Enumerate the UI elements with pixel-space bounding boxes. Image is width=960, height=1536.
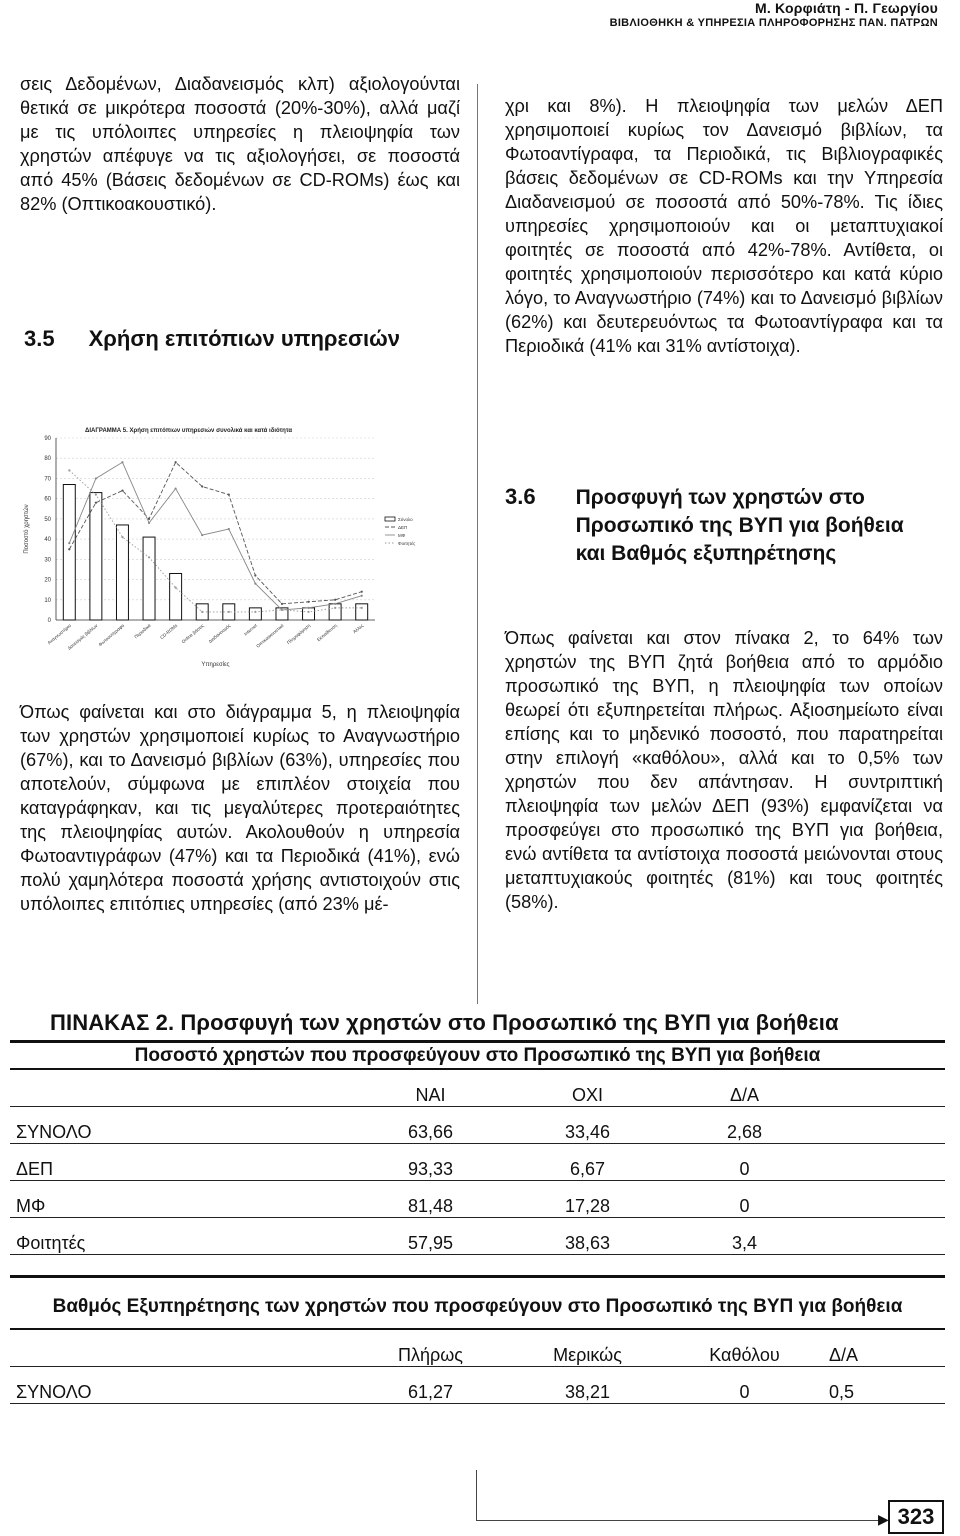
table-cell: 0,5 — [823, 1367, 945, 1404]
x-axis-label: Υπηρεσίες — [201, 662, 230, 668]
table-cell: 38,63 — [509, 1218, 666, 1255]
data-point — [121, 489, 123, 491]
data-point — [281, 609, 283, 611]
x-tick-label: Αναγνωστήριο — [46, 622, 72, 646]
x-tick-label: Περιοδικά — [133, 622, 152, 640]
table-cell: 33,46 — [509, 1107, 666, 1144]
y-tick-label: 20 — [44, 577, 51, 584]
table-header-cell: Δ/Α — [823, 1329, 945, 1367]
left-column-bottom-text — [20, 700, 460, 916]
legend-swatch — [385, 517, 395, 521]
data-point — [281, 603, 283, 605]
section-heading-3-5 — [24, 326, 400, 352]
bar — [90, 493, 102, 620]
table-cell: 6,67 — [509, 1144, 666, 1181]
data-point — [334, 603, 336, 605]
x-tick-label: Δανεισμός βιβλίων — [66, 622, 99, 651]
data-point — [254, 583, 256, 585]
y-tick-label: 90 — [44, 436, 51, 442]
data-point — [361, 607, 363, 609]
series-line — [69, 462, 361, 610]
table-spacer-cell — [823, 1181, 945, 1218]
table-2 — [10, 1010, 945, 1404]
bar — [170, 573, 182, 620]
data-point — [95, 502, 97, 504]
data-point — [254, 574, 256, 576]
table-cell: 2,68 — [666, 1107, 823, 1144]
data-point — [307, 607, 309, 609]
data-point — [201, 485, 203, 487]
bar — [143, 537, 155, 620]
data-point — [121, 536, 123, 538]
x-tick-label: Φωτοαντίγραφα — [97, 622, 126, 648]
left-column-top-text — [20, 72, 460, 216]
chart-svg — [20, 420, 475, 690]
paragraph: σεις Δεδομένων, Διαδανεισμός κλπ) αξιολογούνται θετικά σε μικρότερα ποσοστά (20%-30%), αλλά μαζί με τις υπόλοιπες υπηρεσίες η πλειοψηφία των χρηστών απέφυγε να τις αξιολογήσει, σε ποσοστά από 45% (Βάσεις δεδομένων σε CD-ROMs) έως και 82% (Οπτικοακουστικό). — [20, 74, 460, 214]
table-header-cell — [10, 1070, 352, 1107]
bar — [303, 608, 315, 620]
x-tick-label: Άλλες — [352, 622, 365, 635]
series-line — [69, 462, 361, 604]
data-point — [228, 528, 230, 530]
table-cell: 17,28 — [509, 1181, 666, 1218]
page-frame-line — [476, 1470, 477, 1520]
x-tick-label: Εκπαίδευση — [316, 622, 338, 643]
table-spacer-cell — [823, 1218, 945, 1255]
data-point — [148, 518, 150, 520]
paragraph: Όπως φαίνεται και στο διάγραμμα 5, η πλειοψηφία των χρηστών χρησιμοποιεί κυρίως το Αναγνωστήριο (67%), και το Δανεισμό βιβλίων (63%), υπηρεσίες που αποτελούν, σύμφωνα με επιπλέον στοιχεία που καταγράφηκαν, και τις μεγαλύτερες προτεραιότητες της πλειοψηφίας αυτών. Ακολουθούν η υπηρεσία Φωτοαντιγράφων (47%) και τα Περιοδικά (41%), ενώ πολύ χαμηλότερα ποσοστά χρήσης αντιστοιχούν στις υπόλοιπες επιτόπιες υπηρεσίες (από 23% μέ- — [20, 702, 460, 914]
section-title: Προσφυγή των χρηστών στο Προσωπικό της ΒΥΠ για βοήθεια και Βαθμός εξυπηρέτησης — [575, 486, 904, 565]
column-divider — [477, 84, 478, 1004]
table-row — [10, 1367, 945, 1404]
section-title: Χρήση επιτόπιων υπηρεσιών — [88, 326, 400, 351]
table-service-level — [10, 1328, 945, 1404]
data-point — [228, 611, 230, 613]
row-label: ΜΦ — [10, 1181, 352, 1218]
table-header-row — [10, 1070, 945, 1107]
data-point — [121, 461, 123, 463]
table-header-cell: Πλήρως — [352, 1329, 509, 1367]
section-number: 3.5 — [24, 326, 55, 351]
right-column-bottom-text — [505, 626, 943, 914]
table-header-cell: Δ/Α — [666, 1070, 823, 1107]
header-library: ΒΙΒΛΙΟΘΗΚΗ & ΥΠΗΡΕΣΙΑ ΠΛΗΡΟΦΟΡΗΣΗΣ ΠΑΝ. ΠΑΤΡΩΝ — [609, 17, 938, 29]
data-point — [334, 599, 336, 601]
data-point — [148, 556, 150, 558]
table-cell: 0 — [666, 1144, 823, 1181]
chart-title: ΔΙΑΓΡΑΜΜΑ 5. Χρήση επιτόπιων υπηρεσιών συνολικά και κατά ιδιότητα — [85, 428, 293, 434]
data-point — [95, 494, 97, 496]
series-line — [69, 470, 361, 612]
paragraph: χρι και 8%). Η πλειοψηφία των μελών ΔΕΠ χρησιμοποιεί κυρίως τον Δανεισμό βιβλίων, τα Φωτοαντίγραφα, τα Περιοδικά, τις Βιβλιογραφικές βάσεις δεδομένων σε CD-ROMs και την Υπηρεσία Διαδανεισμού σε ποσοστά από 50%-78%. Τις ίδιες υπηρεσίες χρησιμοποιούν και οι μεταπτυχιακοί φοιτητές σε ποσοστά από 42%-78%. Αντίθετα, οι φοιτητές χρησιμοποιούν περισσότερο και κατά κύριο λόγο, το Αναγνωστήριο (74%) και το Δανεισμό βιβλίων (62%) και δευτερευόντως τα Φωτοαντίγραφα και τα Περιοδικά (41% και 31% αντίστοιχα). — [505, 96, 943, 356]
data-point — [175, 487, 177, 489]
y-tick-label: 70 — [44, 476, 51, 483]
table-cell: 93,33 — [352, 1144, 509, 1181]
data-point — [254, 611, 256, 613]
x-tick-label: Internet — [243, 622, 259, 637]
diagram-5-chart — [20, 420, 475, 690]
bar — [356, 604, 368, 620]
right-column-top-text — [505, 94, 943, 358]
data-point — [334, 607, 336, 609]
table-cell: 0 — [666, 1181, 823, 1218]
data-point — [175, 587, 177, 589]
y-tick-label: 50 — [44, 516, 51, 523]
y-tick-label: 60 — [44, 496, 51, 503]
y-tick-label: 80 — [44, 456, 51, 463]
table-usage — [10, 1070, 945, 1255]
table-caption: ΠΙΝΑΚΑΣ 2. Προσφυγή των χρηστών στο Προσωπικό της ΒΥΠ για βοήθεια — [50, 1010, 839, 1035]
table-header-row — [10, 1329, 945, 1367]
page-frame-line — [476, 1520, 886, 1521]
legend-label: ΜΦ — [398, 533, 406, 538]
legend-label: Φοιτητές — [398, 541, 416, 546]
y-tick-label: 0 — [47, 618, 51, 624]
table-subtitle: Ποσοστό χρηστών που προσφεύγουν στο Προσωπικό της ΒΥΠ για βοήθεια — [10, 1040, 945, 1070]
x-tick-label: CD-ROMs — [159, 622, 179, 641]
bar — [116, 525, 128, 620]
table-cell: 81,48 — [352, 1181, 509, 1218]
data-point — [148, 522, 150, 524]
row-label: ΔΕΠ — [10, 1144, 352, 1181]
data-point — [307, 611, 309, 613]
table-spacer-cell — [823, 1107, 945, 1144]
y-axis-label: Ποσοστό χρηστών — [24, 504, 30, 554]
y-tick-label: 40 — [44, 537, 51, 544]
data-point — [307, 601, 309, 603]
arrow-icon: ▶ — [878, 1511, 889, 1527]
data-point — [201, 611, 203, 613]
row-label: ΣΥΝΟΛΟ — [10, 1367, 352, 1404]
section-heading-3-6 — [505, 484, 906, 568]
x-tick-label: Διαδανεισμός — [207, 622, 232, 645]
y-tick-label: 10 — [44, 597, 51, 604]
table-cell: 3,4 — [666, 1218, 823, 1255]
paragraph: Όπως φαίνεται και στον πίνακα 2, το 64% των χρηστών της ΒΥΠ ζητά βοήθεια από το αρμόδιο προσωπικό της ΒΥΠ, η πλειοψηφία των οποίων θεωρεί ότι εξυπηρετείται πλήρως. Αξιοσημείωτο είναι επίσης και το μηδενικό ποσοστό, που παρατηρείται στην επιλογή «καθόλου», αλλά και το 0,5% των χρηστών που δεν απάντησαν. Η συντριπτική πλειοψηφία των μελών ΔΕΠ (93%) εμφανίζεται να προσφεύγει στο προσωπικό της ΒΥΠ για βοήθεια, ενώ αντίθετα τα αντίστοιχα ποσοστά μειώνονται στους μεταπτυχιακούς φοιτητές (81%) και τους φοιτητές (58%). — [505, 628, 943, 912]
bar — [249, 608, 261, 620]
data-point — [361, 595, 363, 597]
data-point — [175, 461, 177, 463]
page-number: 323 — [888, 1500, 944, 1534]
row-label: Φοιτητές — [10, 1218, 352, 1255]
legend-label: Σύνολο — [398, 517, 413, 522]
row-label: ΣΥΝΟΛΟ — [10, 1107, 352, 1144]
table-header-cell: ΟΧΙ — [509, 1070, 666, 1107]
table-row — [10, 1144, 945, 1181]
table-row — [10, 1107, 945, 1144]
data-point — [95, 477, 97, 479]
table-header-cell: ΝΑΙ — [352, 1070, 509, 1107]
table-subtitle-2: Βαθμός Εξυπηρέτησης των χρηστών που προσφεύγουν στο Προσωπικό της ΒΥΠ για βοήθεια — [52, 1296, 903, 1317]
bar — [329, 604, 341, 620]
table-cell: 63,66 — [352, 1107, 509, 1144]
header-authors: Μ. Κορφιάτη - Π. Γεωργίου — [754, 0, 938, 16]
data-point — [68, 542, 70, 544]
table-cell: 38,21 — [509, 1367, 666, 1404]
table-cell: 57,95 — [352, 1218, 509, 1255]
data-point — [228, 494, 230, 496]
table-header-cell — [10, 1329, 352, 1367]
table-cell: 0 — [666, 1367, 823, 1404]
table-row — [10, 1181, 945, 1218]
data-point — [201, 534, 203, 536]
legend-label: ΔΕΠ — [398, 525, 408, 530]
table-cell: 61,27 — [352, 1367, 509, 1404]
table-2-section-divider — [10, 1275, 945, 1278]
table-spacer-cell — [823, 1070, 945, 1107]
table-spacer-cell — [823, 1144, 945, 1181]
page-header — [610, 0, 938, 29]
data-point — [361, 591, 363, 593]
x-tick-label: Online βάσεις — [180, 622, 205, 645]
bar — [63, 485, 75, 620]
x-tick-label: Οπτικοακουστικό — [255, 622, 285, 649]
x-tick-label: Πληροφόρηση — [285, 622, 312, 646]
data-point — [68, 548, 70, 550]
data-point — [68, 469, 70, 471]
table-header-cell: Μερικώς — [509, 1329, 666, 1367]
table-header-cell: Καθόλου — [666, 1329, 823, 1367]
y-tick-label: 30 — [44, 557, 51, 564]
section-number: 3.6 — [505, 484, 536, 509]
table-row — [10, 1218, 945, 1255]
